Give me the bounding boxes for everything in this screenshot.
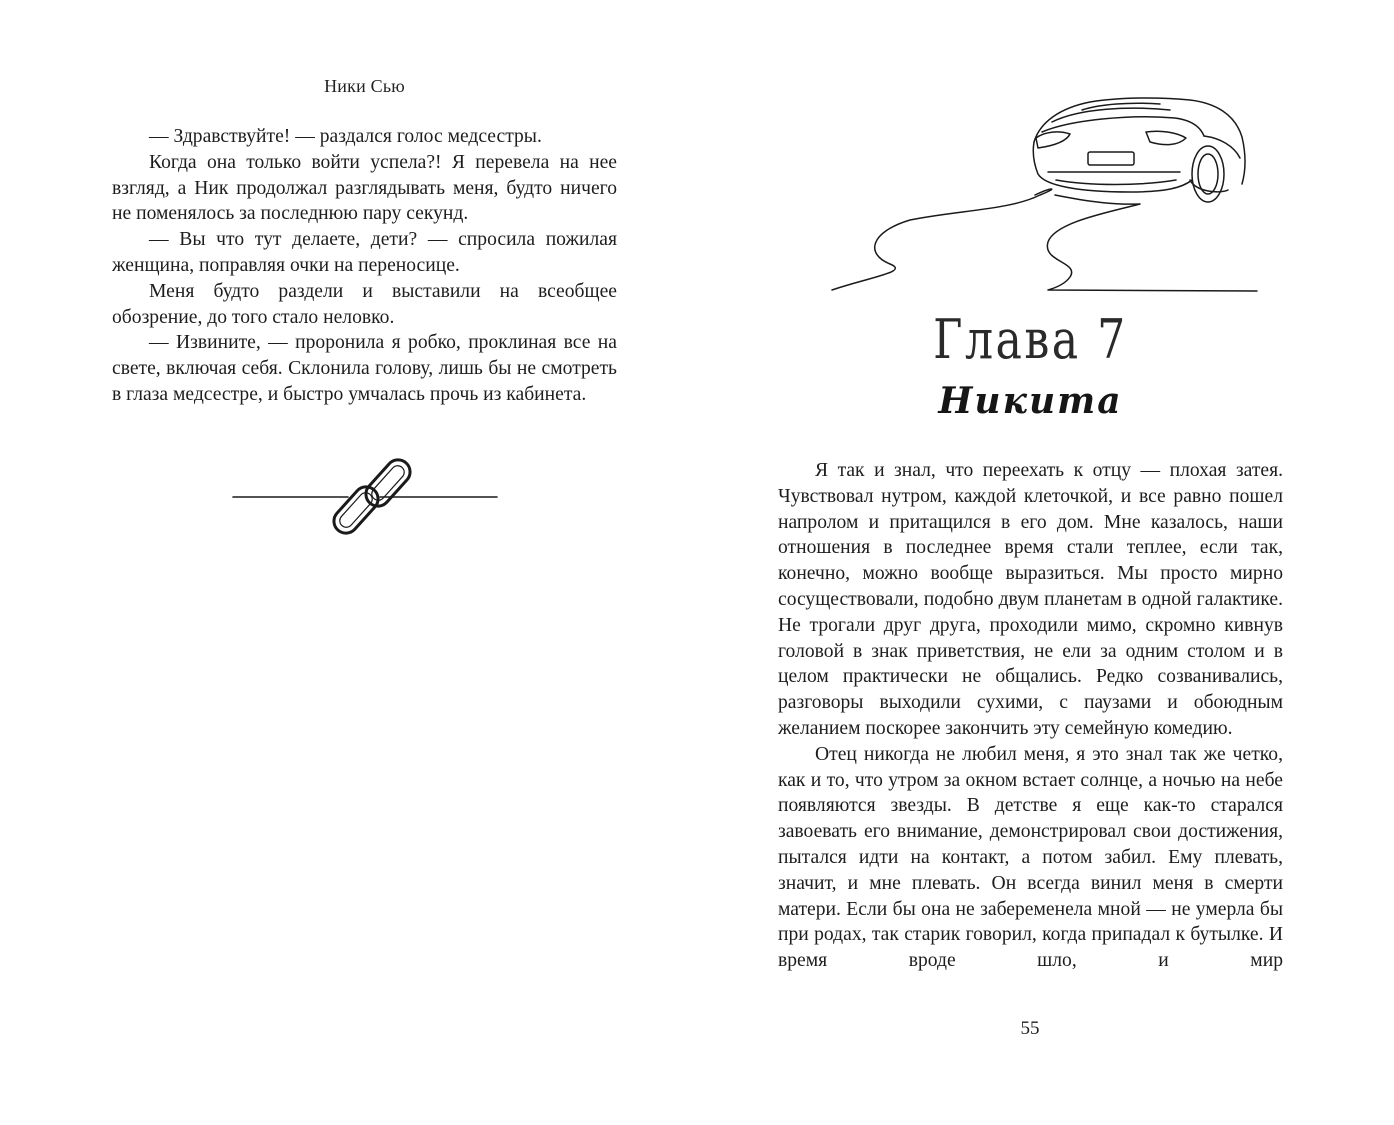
paragraph: — Здравствуйте! — раздался голос медсестры. xyxy=(149,126,542,147)
paragraph: Меня будто раздели и выставили на всеобщее обозрение, до того стало неловко. xyxy=(112,280,617,328)
page-number: 55 xyxy=(1020,1018,1040,1039)
paragraph: — Извините, — проронила я робко, проклиная все на свете, включая себя. Склонила голову, лишь бы не смотреть в глаза медсестре, и быстро умчалась прочь из кабинета. xyxy=(112,332,617,405)
paragraph: — Вы что тут делаете, дети? — спросила пожилая женщина, поправляя очки на переносице. xyxy=(112,229,617,276)
chain-link-icon xyxy=(230,455,500,540)
left-page-text xyxy=(112,124,617,408)
car-on-road-icon xyxy=(830,92,1260,297)
paragraph: Отец никогда не любил меня, я это знал так же четко, как и то, что утром за окном встает солнце, а ночью на небе появляются звезды. В детстве я еще как-то старался завоевать его внимание, демонстрировал свои достижения, пытался идти на контакт, а потом забил. Ему плевать, значит, и мне плевать. Он всегда винил меня в смерти матери. Если бы она не забеременела мной — не умерла бы при родах, так старик говорил, когда припадал к бутылке. И время вроде шло, и мир xyxy=(778,743,1283,972)
right-page-text xyxy=(778,458,1283,974)
running-head-author: Ники Сью xyxy=(324,76,405,96)
chapter-title: Глава 7 xyxy=(933,308,1128,371)
paragraph: Я так и знал, что переехать к отцу — плохая затея. Чувствовал нутром, каждой клеточкой, и все равно пошел напролом и притащился в его дом. Мне казалось, наши отношения в последнее время стали теплее, если так, конечно, можно вообще выразиться. Мы просто мирно сосуществовали, подобно двум планетам в одной галактике. Не трогали друг друга, проходили мимо, скромно кивнув головой в знак приветствия, не ели за одним столом и в целом практически не общались. Редко созванивались, разговоры выходили сухими, с паузами и обоюдным желанием поскорее закончить эту семейную комедию. xyxy=(778,460,1283,739)
paragraph: Когда она только войти успела?! Я перевела на нее взгляд, а Ник продолжал разглядывать меня, будто ничего не поменялось за последнюю пару секунд. xyxy=(112,151,617,225)
chapter-name: Никита xyxy=(938,380,1123,422)
